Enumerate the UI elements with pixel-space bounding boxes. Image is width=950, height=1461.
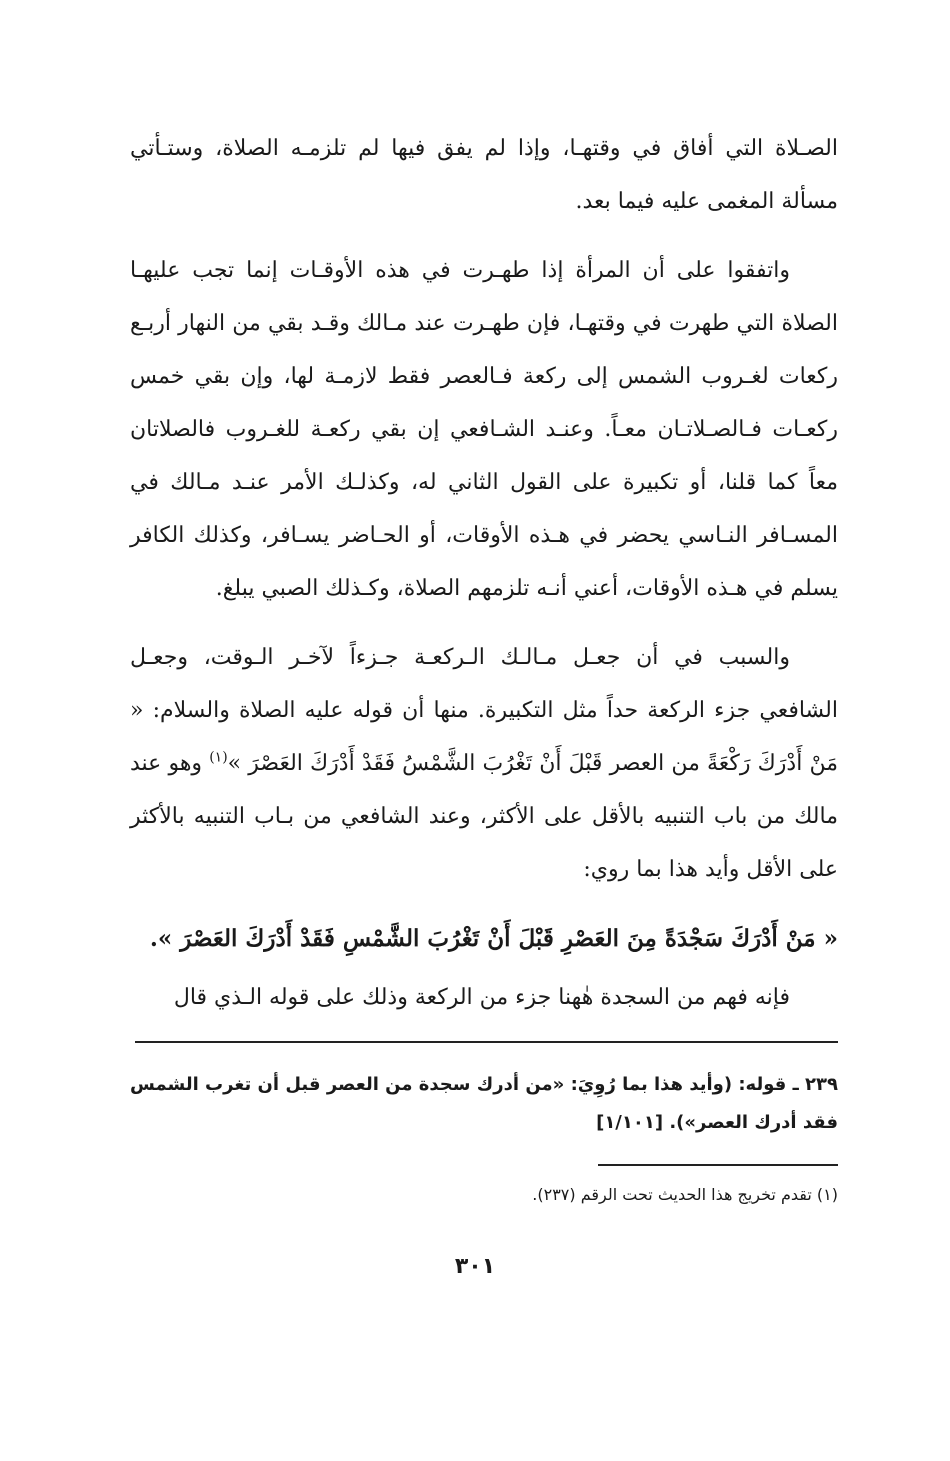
- hadith-quote: « مَنْ أَدْرَكَ سَجْدَةً مِنَ العَصْرِ قَبْلَ أَنْ تَغْرُبَ الشَّمْسِ فَقَدْ أَدْرَكَ العَصْرَ ».: [149, 925, 838, 952]
- page-number: ٣٠١: [454, 1254, 496, 1279]
- paragraph-3-intro: والسبب في أن جعـل مـالـك الـركعـة جـزءاً لآخـر الـوقت، وجعـل الشافعي جزء الركعة حداً مثل التكبيرة. منها أن قوله عليه الصلاة والسلام:: [130, 645, 838, 723]
- footnote: (١) تقدم تخريج هذا الحديث تحت الرقم (٢٣٧).: [532, 1185, 838, 1204]
- paragraph-3-continuation: وهو عند مالك من باب التنبيه بالأقل على الأكثر، وعند الشافعي من بـاب التنبيه بالأكثر على الأقل وأيد هذا بما روي:: [130, 751, 838, 882]
- main-divider: [135, 1041, 838, 1043]
- inline-hadith: « مَنْ أَدْرَكَ رَكْعَةً من العصر قَبْلَ أَنْ تَغْرُبَ الشَّمْسُ فَقَدْ أَدْرَكَ العَصْرَ »: [130, 698, 838, 776]
- paragraph-4: فإنه فهم من السجدة هٰهنا جزء من الركعة وذلك على قوله الـذي قال: [173, 985, 790, 1010]
- commentary-note: ٢٣٩ ـ قوله: (وأيد هذا بما رُوِيَ: «من أدرك سجدة من العصر قبل أن تغرب الشمس فقد أدرك العصر»). [١/١٠١]: [130, 1074, 838, 1133]
- footnote-divider: [598, 1164, 838, 1166]
- main-text: [130, 122, 838, 1040]
- paragraph-2: واتفقوا على أن المرأة إذا طهـرت في هذه الأوقـات إنما تجب عليهـا الصلاة التي طهرت في وقتهـا، فإن طهـرت عند مـالك وقـد بقي من النهار أربـع ركعات لغـروب الشمس إلى ركعة فـالعصر فقط لازمـة لها، وإن بقي خمس ركعـات فـالصـلاتـان معـاً. وعنـد الشـافعي إن بقي ركعـة للغـروب فالصلاتان معاً كما قلنا، أو تكبيرة على القول الثاني له، وكذلـك الأمر عنـد مـالك في المسـافر النـاسي يحضر في هـذه الأوقات، أو الحـاضر يسـافر، وكذلك الكافر يسلم في هـذه الأوقات، أعني أنـه تلزمهم الصلاة، وكـذلك الصبي يبلغ.: [130, 258, 838, 601]
- paragraph-3: [130, 631, 838, 896]
- footnote-marker[interactable]: (١): [209, 749, 228, 766]
- paragraph-1: الصـلاة التي أفاق في وقتهـا، وإذا لم يفق فيها لم تلزمـه الصلاة، وستـأتي مسألة المغمى عليه فيما بعد.: [130, 136, 838, 214]
